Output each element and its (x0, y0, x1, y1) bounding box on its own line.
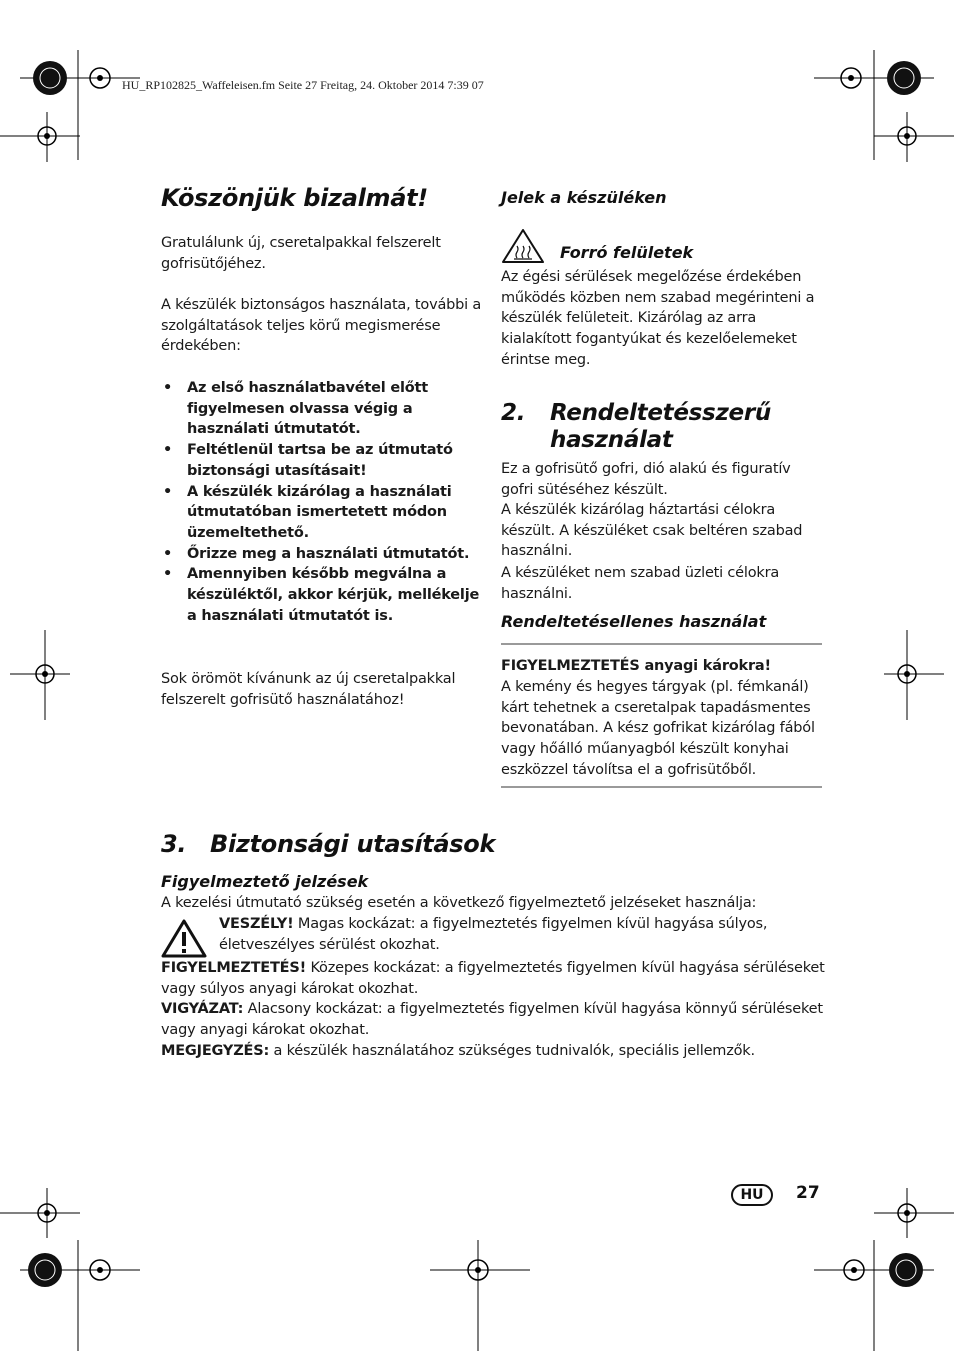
registration-mark-bottom-left-side (0, 1188, 80, 1238)
hot-surface-text: Az égési sérülések megelőzése érdekében működés közben nem szabad megérinteni a készülék felületeit. Kizárólag az arra kialakított fogantyúkat és kezelőelemeket érintse meg. (501, 269, 815, 368)
danger-warning-icon (161, 918, 207, 958)
danger-description (219, 914, 826, 955)
section-2-number: 2. (501, 400, 526, 426)
note-description (161, 1041, 826, 1062)
note-text: a készülék használatához szükséges tudnivalók, speciális jellemzők. (269, 1043, 755, 1059)
page-title: Köszönjük bizalmát! (161, 184, 428, 212)
warning-signs-intro: A kezelési útmutató szükség esetén a következő figyelmeztető jelzéseket használja: (161, 895, 757, 911)
material-damage-warning-label: FIGYELMEZTETÉS anyagi károkra! (501, 658, 771, 674)
divider-top (501, 643, 822, 645)
divider-bottom (501, 786, 822, 788)
section-2-paragraph-2: A készülék kizárólag háztartási célokra készült. A készüléket csak beltéren szabad használni. (501, 502, 803, 560)
hot-surface-heading: Forró felületek (560, 243, 694, 262)
list-item: • Őrizze meg a használati útmutatót. (161, 544, 483, 565)
instructions-bullet-list (161, 378, 483, 626)
registration-mark-bottom-right (814, 1240, 934, 1351)
section-2-title: Rendeltetésszerű használat (550, 400, 771, 453)
danger-text: Magas kockázat: a figyelmeztetés figyelmen kívül hagyása súlyos, életveszélyes sérülést okozhat. (219, 916, 768, 953)
hot-surface-icon (501, 228, 545, 264)
registration-mark-bottom-left (20, 1240, 140, 1351)
registration-mark-bottom-center (430, 1240, 530, 1351)
section-2-paragraph-1: Ez a gofrisütő gofri, dió alakú és figuratív gofri sütéséhez készült. (501, 461, 791, 498)
section-3-number: 3. (161, 830, 187, 858)
list-item: • Amennyiben később megválna a készüléktől, akkor kérjük, mellékelje a használati útmutatót is. (161, 564, 483, 626)
section-3-title: Biztonsági utasítások (210, 830, 496, 858)
warning-text: Közepes kockázat: a figyelmeztetés figyelmen kívül hagyása sérüléseket vagy súlyos anyagi károkat okozhat. (161, 960, 825, 997)
warning-description (161, 958, 826, 999)
registration-mark-bottom-right-side (874, 1188, 954, 1238)
registration-mark-mid-left (10, 630, 70, 720)
material-damage-warning-text: A kemény és hegyes tárgyak (pl. fémkanál) kárt tehetnek a cseretalpak tapadásmentes bevonatában. A kész gofrikat kizárólag fából vagy hőálló műanyagból készült konyhai eszközzel távolítsa el a gofrisütőből. (501, 679, 815, 778)
language-badge: HU (731, 1184, 773, 1206)
caution-description (161, 999, 826, 1040)
registration-mark-left-top (0, 112, 80, 162)
caution-label: VIGYÁZAT: (161, 1001, 244, 1017)
section-2-paragraph-3: A készüléket nem szabad üzleti célokra használni. (501, 565, 780, 602)
registration-mark-right-top (874, 112, 954, 162)
note-label: MEGJEGYZÉS: (161, 1043, 270, 1059)
intro-paragraph-2: A készülék biztonságos használata, további a szolgáltatások teljes körű megismerése érdekében: (161, 297, 482, 355)
warning-label: FIGYELMEZTETÉS! (161, 960, 307, 976)
warning-signs-heading: Figyelmeztető jelzések (161, 872, 369, 891)
closing-paragraph: Sok örömöt kívánunk az új cseretalpakkal felszerelt gofrisütő használatához! (161, 671, 456, 708)
misuse-heading: Rendeltetésellenes használat (501, 612, 767, 631)
file-meta-line: HU_RP102825_Waffeleisen.fm Seite 27 Freitag, 24. Oktober 2014 7:39 07 (122, 78, 484, 92)
symbols-heading: Jelek a készüléken (501, 188, 667, 207)
list-item: • Az első használatbavétel előtt figyelmesen olvassa végig a használati útmutatót. (161, 378, 483, 440)
caution-text: Alacsony kockázat: a figyelmeztetés figyelmen kívül hagyása könnyű sérüléseket vagy anyagi károkat okozhat. (161, 1001, 823, 1038)
danger-label: VESZÉLY! (219, 916, 294, 932)
list-item: • Feltétlenül tartsa be az útmutató biztonsági utasításait! (161, 440, 483, 481)
page-number: 27 (796, 1183, 820, 1203)
list-item: • A készülék kizárólag a használati útmutatóban ismertetett módon üzemeltethető. (161, 482, 483, 544)
registration-mark-mid-right (884, 630, 944, 720)
intro-paragraph-1: Gratulálunk új, cseretalpakkal felszerelt gofrisütőjéhez. (161, 235, 441, 272)
